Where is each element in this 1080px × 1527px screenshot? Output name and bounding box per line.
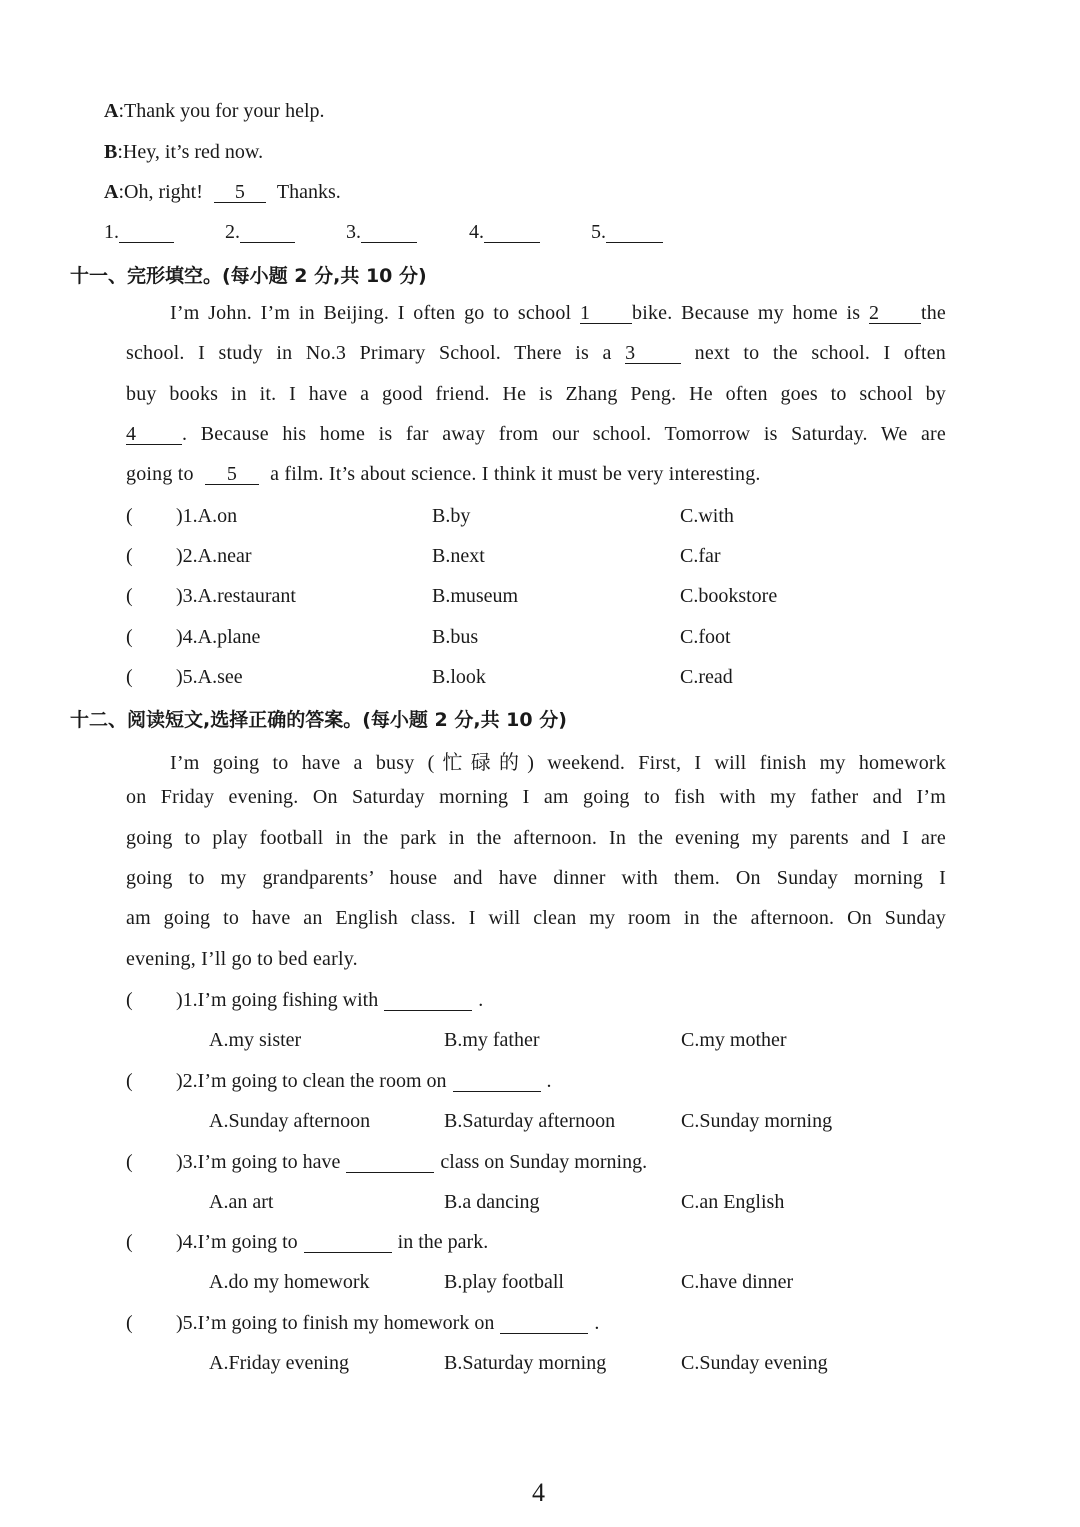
option-c[interactable]: C.far — [680, 545, 721, 567]
reading-passage-line-3: going to play football in the park in the afternoon. In the evening my parents and I are — [126, 827, 946, 849]
passage-text: going to — [126, 463, 194, 485]
answer-blank[interactable] — [606, 222, 663, 243]
reading-passage-line-4: going to my grandparents’ house and have dinner with them. On Sunday morning I — [126, 867, 946, 889]
cloze-passage-line-2 — [126, 342, 946, 365]
option-c[interactable]: C.foot — [680, 626, 731, 648]
separator: : — [118, 100, 125, 122]
question-number: )1. — [176, 505, 198, 527]
dialogue-text: Thanks. — [276, 181, 341, 203]
question-stem — [176, 1069, 552, 1093]
answer-slot-3 — [346, 220, 417, 244]
question-blank[interactable] — [346, 1152, 434, 1173]
answer-paren[interactable]: ( — [126, 666, 133, 688]
option-a[interactable]: A.Sunday afternoon — [209, 1110, 371, 1132]
question-blank[interactable] — [384, 990, 472, 1011]
answer-paren[interactable]: ( — [126, 545, 133, 567]
option-b[interactable]: B.next — [432, 545, 485, 567]
question-stem — [176, 1150, 647, 1174]
option-c[interactable]: C.Sunday morning — [681, 1110, 833, 1132]
option-b[interactable]: B.a dancing — [444, 1191, 540, 1213]
option-b[interactable]: B.by — [432, 505, 471, 527]
option-a[interactable]: A.near — [197, 545, 252, 567]
option-b[interactable]: B.play football — [444, 1271, 564, 1293]
page-number: 4 — [532, 1478, 545, 1507]
question-number: )2. — [176, 1070, 198, 1092]
option-b[interactable]: B.museum — [432, 585, 519, 607]
question-number: )5. — [176, 666, 198, 688]
option-c[interactable]: C.my mother — [681, 1029, 787, 1051]
question-number: )1. — [176, 989, 198, 1011]
cloze-blank-2[interactable]: 2 — [869, 303, 921, 324]
question-number: )2. — [176, 545, 198, 567]
answer-paren[interactable]: ( — [126, 626, 133, 648]
slot-label: 5. — [591, 221, 606, 243]
option-b[interactable]: B.my father — [444, 1029, 540, 1051]
dialogue-text: Thank you for your help. — [124, 100, 325, 122]
answer-paren[interactable]: ( — [126, 585, 133, 607]
question-stem — [176, 1311, 599, 1335]
reading-passage-line-1: I’m going to have a busy (忙碌的) weekend. First, I will finish my homework — [170, 752, 946, 774]
answer-paren[interactable]: ( — [126, 505, 133, 527]
question-number-and-option-a — [176, 584, 296, 608]
passage-text: bike. Because my home is — [632, 302, 861, 324]
cloze-blank-4[interactable]: 4 — [126, 424, 182, 445]
question-number-and-option-a — [176, 625, 260, 649]
stem-text: I’m going to — [197, 1231, 298, 1253]
stem-text: class on Sunday morning. — [440, 1151, 648, 1173]
separator: : — [117, 141, 123, 163]
option-c[interactable]: C.with — [680, 505, 734, 527]
stem-text: I’m going to have — [197, 1151, 341, 1173]
cloze-passage-line-5 — [126, 463, 761, 486]
cloze-blank-5[interactable]: 5 — [205, 464, 259, 485]
answer-blank[interactable] — [119, 222, 174, 243]
dialogue-blank-5[interactable]: 5 — [214, 182, 266, 203]
stem-text: . — [546, 1070, 552, 1092]
option-a[interactable]: A.Friday evening — [209, 1352, 349, 1374]
question-number-and-option-a — [176, 665, 243, 689]
option-c[interactable]: C.bookstore — [680, 585, 778, 607]
option-a[interactable]: A.an art — [209, 1191, 274, 1213]
question-blank[interactable] — [304, 1232, 392, 1253]
stem-text: I’m going to finish my homework on — [197, 1312, 495, 1334]
question-number: )4. — [176, 1231, 198, 1253]
speaker-label: A — [104, 100, 119, 122]
reading-passage-line-2: on Friday evening. On Saturday morning I am going to fish with my father and I’m — [126, 786, 946, 808]
answer-paren[interactable]: ( — [126, 989, 133, 1011]
section-11-heading: 十一、完形填空。(每小题 2 分,共 10 分) — [70, 265, 427, 287]
answer-paren[interactable]: ( — [126, 1151, 133, 1173]
option-a[interactable]: A.plane — [197, 626, 261, 648]
option-c[interactable]: C.Sunday evening — [681, 1352, 828, 1374]
option-a[interactable]: A.do my homework — [209, 1271, 370, 1293]
option-a[interactable]: A.my sister — [209, 1029, 302, 1051]
reading-passage-line-6: evening, I’ll go to bed early. — [126, 948, 358, 970]
question-stem — [176, 988, 483, 1012]
passage-text: a film. It’s about science. I think it must be very interesting. — [270, 463, 761, 485]
answer-slot-4 — [469, 220, 540, 244]
slot-label: 3. — [346, 221, 361, 243]
stem-text: . — [594, 1312, 600, 1334]
cloze-blank-3[interactable]: 3 — [625, 343, 681, 364]
speaker-label: A — [104, 181, 119, 203]
passage-text: school. I study in No.3 Primary School. There is a — [126, 342, 612, 364]
speaker-label: B — [104, 141, 118, 163]
question-number: )5. — [176, 1312, 198, 1334]
stem-text: I’m going to clean the room on — [197, 1070, 447, 1092]
passage-text: . Because his home is far away from our school. Tomorrow is Saturday. We are — [182, 423, 946, 445]
slot-label: 4. — [469, 221, 484, 243]
question-number: )3. — [176, 585, 198, 607]
dialogue-line-2 — [104, 140, 263, 164]
section-12-heading: 十二、阅读短文,选择正确的答案。(每小题 2 分,共 10 分) — [70, 709, 567, 731]
separator: : — [118, 181, 125, 203]
cloze-passage-line-3: buy books in it. I have a good friend. He is Zhang Peng. He often goes to school by — [126, 383, 946, 405]
stem-text: I’m going fishing with — [197, 989, 379, 1011]
stem-text: in the park. — [397, 1231, 489, 1253]
option-c[interactable]: C.have dinner — [681, 1271, 794, 1293]
option-b[interactable]: B.bus — [432, 626, 479, 648]
passage-text: the — [920, 302, 947, 324]
option-a[interactable]: A.restaurant — [197, 585, 296, 607]
option-b[interactable]: B.Saturday afternoon — [444, 1110, 616, 1132]
dialogue-line-3 — [104, 180, 341, 204]
option-c[interactable]: C.an English — [681, 1191, 785, 1213]
answer-paren[interactable]: ( — [126, 1312, 133, 1334]
question-number: )4. — [176, 626, 198, 648]
option-c[interactable]: C.read — [680, 666, 733, 688]
question-number-and-option-a — [176, 544, 252, 568]
dialogue-line-1 — [104, 99, 325, 123]
answer-blank[interactable] — [240, 222, 295, 243]
option-a[interactable]: A.on — [197, 505, 238, 527]
answer-blank[interactable] — [361, 222, 417, 243]
cloze-blank-1[interactable]: 1 — [580, 303, 632, 324]
dialogue-text: Hey, it’s red now. — [122, 141, 264, 163]
question-blank[interactable] — [500, 1313, 588, 1334]
passage-text: I’m John. I’m in Beijing. I often go to school — [170, 302, 572, 324]
cloze-passage-line-4 — [126, 423, 946, 446]
dialogue-text: Oh, right! — [124, 181, 203, 203]
question-number-and-option-a — [176, 504, 237, 528]
cloze-passage-line-1 — [170, 302, 946, 325]
stem-text: . — [478, 989, 484, 1011]
answer-blank[interactable] — [484, 222, 540, 243]
answer-paren[interactable]: ( — [126, 1231, 133, 1253]
option-b[interactable]: B.look — [432, 666, 486, 688]
answer-slot-1 — [104, 220, 174, 244]
question-blank[interactable] — [453, 1071, 541, 1092]
option-a[interactable]: A.see — [197, 666, 243, 688]
answer-paren[interactable]: ( — [126, 1070, 133, 1092]
slot-label: 1. — [104, 221, 119, 243]
answer-slot-2 — [225, 220, 295, 244]
answer-slot-5 — [591, 220, 663, 244]
slot-label: 2. — [225, 221, 240, 243]
reading-passage-line-5: am going to have an English class. I will clean my room in the afternoon. On Sunday — [126, 907, 946, 929]
question-stem — [176, 1230, 488, 1254]
option-b[interactable]: B.Saturday morning — [444, 1352, 607, 1374]
question-number: )3. — [176, 1151, 198, 1173]
passage-text: next to the school. I often — [694, 342, 947, 364]
